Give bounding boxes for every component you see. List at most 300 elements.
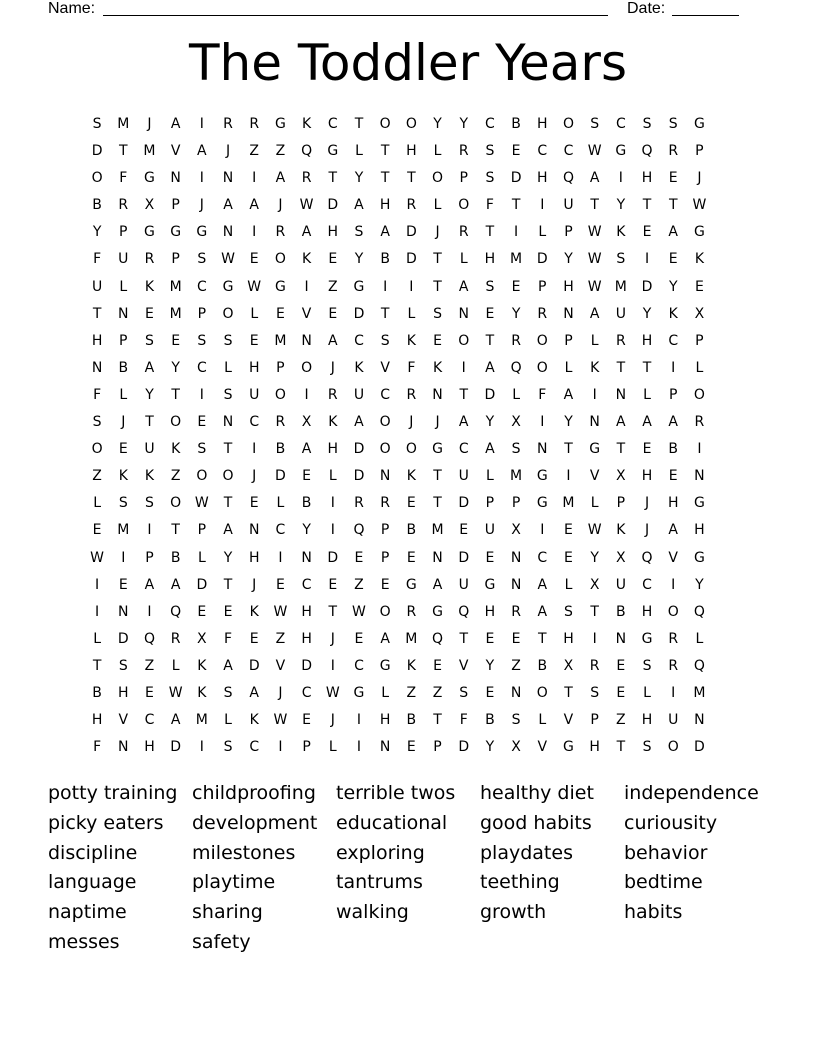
grid-letter: C <box>275 522 286 539</box>
grid-letter: L <box>250 305 259 322</box>
grid-letter: J <box>644 495 650 512</box>
header-line <box>48 0 748 20</box>
grid-letter: X <box>511 414 521 431</box>
grid-letter: E <box>642 441 652 458</box>
grid-letter: K <box>668 305 678 322</box>
word-bank-item: good habits <box>480 811 592 834</box>
grid-letter: R <box>170 630 181 647</box>
grid-letter: D <box>510 170 522 187</box>
grid-letter: Y <box>511 305 521 322</box>
grid-letter: S <box>433 305 442 322</box>
grid-letter: K <box>354 359 364 376</box>
grid-letter: F <box>224 630 233 647</box>
grid-letter: G <box>196 224 208 241</box>
grid-letter: B <box>668 441 679 458</box>
grid-letter: E <box>668 170 678 187</box>
grid-letter: L <box>93 630 101 647</box>
grid-letter: T <box>433 468 442 485</box>
grid-letter: R <box>406 197 417 214</box>
grid-letter: O <box>301 359 313 376</box>
grid-letter: O <box>222 468 234 485</box>
grid-letter: I <box>566 468 571 485</box>
grid-letter: I <box>304 386 309 403</box>
grid-letter: E <box>616 657 626 674</box>
grid-letter: J <box>147 116 152 132</box>
grid-letter: X <box>589 576 600 593</box>
grid-letter: L <box>512 386 520 403</box>
grid-letter: K <box>406 332 416 349</box>
grid-letter: O <box>91 441 103 458</box>
grid-letter: O <box>91 170 103 187</box>
grid-letter: P <box>171 251 180 268</box>
name-blank-line[interactable] <box>103 15 608 16</box>
grid-letter: S <box>145 495 154 512</box>
grid-letter: J <box>697 170 702 187</box>
grid-letter: F <box>119 170 128 187</box>
word-bank-item: terrible twos <box>336 782 456 804</box>
grid-letter: E <box>642 224 652 241</box>
grid-letter: A <box>380 630 390 647</box>
grid-letter: M <box>693 684 706 701</box>
grid-letter: V <box>458 657 469 674</box>
grid-letter: P <box>171 197 180 214</box>
grid-letter: Y <box>590 549 599 566</box>
grid-letter: E <box>485 630 495 647</box>
grid-letter: L <box>538 712 547 729</box>
grid-letter: I <box>147 522 152 539</box>
grid-letter: H <box>563 630 574 647</box>
grid-letter: K <box>302 251 312 268</box>
grid-letter: W <box>273 603 288 620</box>
grid-letter: A <box>537 603 548 620</box>
grid-letter: Y <box>145 386 154 403</box>
grid-letter: V <box>118 712 129 729</box>
grid-letter: V <box>275 657 286 674</box>
grid-letter: J <box>252 468 257 485</box>
grid-letter: Q <box>510 359 522 376</box>
grid-letter: L <box>486 468 494 485</box>
grid-letter: C <box>537 549 548 566</box>
word-bank-item: bedtime <box>624 871 703 894</box>
grid-letter: S <box>118 657 128 674</box>
grid-letter: T <box>642 197 652 214</box>
grid-letter: C <box>196 278 207 295</box>
grid-letter: I <box>121 549 126 566</box>
grid-letter: S <box>92 414 102 431</box>
grid-letter: S <box>92 116 102 132</box>
grid-letter: N <box>379 468 391 485</box>
grid-letter: O <box>274 386 286 403</box>
grid-letter: R <box>249 116 260 132</box>
grid-letter: P <box>668 386 678 403</box>
grid-letter: A <box>668 224 678 241</box>
grid-letter: Q <box>353 522 365 539</box>
grid-letter: E <box>406 495 416 512</box>
grid-letter: E <box>354 549 364 566</box>
grid-letter: G <box>615 143 627 160</box>
grid-letter: E <box>354 630 364 647</box>
word-bank-item: messes <box>48 930 120 953</box>
grid-letter: M <box>169 305 182 322</box>
grid-letter: M <box>169 278 182 295</box>
grid-letter: Z <box>144 657 155 674</box>
grid-letter: I <box>252 441 257 458</box>
grid-letter: X <box>511 522 521 539</box>
grid-letter: J <box>644 522 650 539</box>
grid-letter: E <box>249 495 259 512</box>
grid-letter: E <box>694 278 704 295</box>
grid-letter: D <box>275 468 286 485</box>
grid-letter: A <box>223 657 233 674</box>
word-bank-item: exploring <box>336 841 425 864</box>
grid-letter: N <box>118 739 129 756</box>
grid-letter: O <box>432 170 444 187</box>
grid-letter: Y <box>668 278 678 295</box>
grid-letter: N <box>170 170 181 187</box>
grid-letter: S <box>590 684 600 701</box>
grid-letter: L <box>433 143 442 160</box>
grid-letter: I <box>383 278 388 295</box>
grid-letter: Z <box>92 468 102 485</box>
grid-letter: O <box>379 116 391 132</box>
grid-letter: S <box>380 332 390 349</box>
grid-letter: O <box>379 441 391 458</box>
grid-letter: P <box>538 278 547 295</box>
grid-letter: C <box>563 143 574 160</box>
grid-letter: P <box>459 170 468 187</box>
letter-grid <box>84 111 713 761</box>
grid-letter: H <box>248 359 260 376</box>
grid-letter: Y <box>616 197 626 214</box>
grid-letter: A <box>275 170 286 187</box>
grid-letter: B <box>511 116 521 132</box>
grid-letter: H <box>484 603 496 620</box>
grid-letter: A <box>249 197 259 214</box>
grid-letter: O <box>170 495 182 512</box>
grid-letter: L <box>276 495 285 512</box>
grid-letter: A <box>642 414 652 431</box>
grid-letter: C <box>301 576 312 593</box>
grid-letter: B <box>118 359 129 376</box>
grid-letter: S <box>354 224 364 241</box>
grid-letter: S <box>511 441 521 458</box>
grid-letter: Y <box>485 739 495 756</box>
grid-letter: H <box>694 522 705 539</box>
grid-letter: R <box>511 332 521 349</box>
grid-letter: L <box>695 359 704 376</box>
grid-letter: W <box>90 549 105 566</box>
grid-letter: H <box>563 278 574 295</box>
grid-letter: U <box>615 576 626 593</box>
grid-letter: H <box>589 739 600 756</box>
grid-letter: N <box>615 386 627 403</box>
grid-letter: O <box>693 386 705 403</box>
grid-letter: M <box>274 332 287 349</box>
grid-letter: D <box>117 630 129 647</box>
grid-letter: I <box>356 739 362 756</box>
grid-letter: N <box>589 414 600 431</box>
grid-letter: K <box>590 359 600 376</box>
grid-letter: Z <box>327 278 338 295</box>
grid-letter: Z <box>170 468 181 485</box>
word-bank-item: behavior <box>624 841 708 864</box>
grid-letter: T <box>616 441 626 458</box>
grid-letter: N <box>248 522 260 539</box>
grid-letter: P <box>695 143 704 160</box>
grid-letter: G <box>144 224 155 241</box>
grid-letter: I <box>147 603 152 620</box>
grid-letter: E <box>616 684 626 701</box>
grid-letter: H <box>301 603 312 620</box>
grid-letter: P <box>145 549 154 566</box>
grid-letter: Z <box>616 712 626 729</box>
grid-letter: M <box>117 116 130 132</box>
grid-letter: A <box>354 197 364 214</box>
grid-letter: X <box>144 197 155 214</box>
grid-letter: G <box>693 116 705 132</box>
grid-letter: H <box>379 712 391 729</box>
grid-letter: E <box>118 441 128 458</box>
grid-letter: F <box>485 197 494 214</box>
grid-letter: I <box>199 739 204 756</box>
grid-letter: C <box>196 359 207 376</box>
grid-letter: D <box>641 278 653 295</box>
grid-letter: O <box>379 603 391 620</box>
grid-letter: E <box>433 332 442 349</box>
grid-letter: I <box>592 630 597 647</box>
grid-letter: I <box>330 495 335 512</box>
grid-letter: H <box>641 332 653 349</box>
grid-letter: Q <box>562 170 574 187</box>
grid-letter: O <box>458 197 470 214</box>
grid-letter: A <box>223 522 233 539</box>
grid-letter: I <box>514 224 519 241</box>
grid-letter: J <box>278 684 283 701</box>
grid-letter: Y <box>564 414 573 431</box>
grid-letter: G <box>353 684 365 701</box>
grid-letter: G <box>432 441 443 458</box>
grid-letter: L <box>197 549 206 566</box>
grid-letter: A <box>354 414 364 431</box>
grid-letter: K <box>118 468 128 485</box>
grid-letter: A <box>589 170 600 187</box>
grid-letter: V <box>589 468 600 485</box>
grid-letter: Y <box>354 251 364 268</box>
grid-letter: S <box>197 332 207 349</box>
grid-letter: G <box>405 576 417 593</box>
grid-letter: E <box>145 305 154 322</box>
grid-letter: Z <box>354 576 364 593</box>
grid-letter: Y <box>485 414 495 431</box>
grid-letter: L <box>407 305 416 322</box>
grid-letter: N <box>301 549 312 566</box>
word-bank-item: curiousity <box>624 811 718 834</box>
grid-letter: R <box>615 332 626 349</box>
grid-letter: Z <box>249 143 260 160</box>
grid-letter: K <box>302 116 312 132</box>
grid-letter: P <box>695 332 704 349</box>
grid-letter: W <box>692 197 707 214</box>
grid-letter: Y <box>302 522 311 539</box>
word-bank-item: healthy diet <box>480 782 594 804</box>
grid-letter: I <box>252 170 257 187</box>
grid-letter: P <box>433 739 442 756</box>
grid-letter: K <box>432 359 443 376</box>
grid-letter: I <box>356 712 362 729</box>
grid-letter: F <box>93 739 102 756</box>
grid-letter: N <box>563 305 574 322</box>
grid-letter: C <box>642 576 652 593</box>
grid-letter: A <box>170 116 181 132</box>
grid-letter: E <box>406 549 416 566</box>
grid-letter: Y <box>354 170 364 187</box>
date-label: Date: <box>627 0 666 17</box>
grid-letter: T <box>328 170 338 187</box>
grid-letter: I <box>95 603 100 620</box>
grid-letter: V <box>668 549 678 566</box>
grid-letter: Q <box>432 630 444 647</box>
grid-letter: T <box>171 522 180 539</box>
grid-letter: E <box>249 251 259 268</box>
grid-letter: J <box>199 197 204 214</box>
grid-letter: E <box>564 549 573 566</box>
grid-letter: C <box>144 712 155 729</box>
grid-letter: P <box>276 359 285 376</box>
grid-letter: O <box>536 359 548 376</box>
grid-letter: A <box>485 441 495 458</box>
grid-letter: O <box>170 414 182 431</box>
grid-letter: L <box>643 386 651 403</box>
grid-letter: F <box>459 712 468 729</box>
grid-letter: M <box>510 251 523 268</box>
grid-letter: M <box>195 712 208 729</box>
grid-letter: T <box>380 143 390 160</box>
grid-letter: L <box>328 468 337 485</box>
grid-letter: E <box>171 332 181 349</box>
grid-letter: T <box>642 359 652 376</box>
grid-letter: L <box>695 630 704 647</box>
grid-letter: T <box>459 630 468 647</box>
grid-letter: A <box>589 305 600 322</box>
grid-letter: D <box>536 251 548 268</box>
grid-letter: K <box>406 468 416 485</box>
grid-letter: R <box>668 143 679 160</box>
grid-letter: L <box>171 657 180 674</box>
grid-letter: R <box>458 224 469 241</box>
grid-letter: T <box>354 116 364 132</box>
grid-letter: P <box>197 522 207 539</box>
grid-letter: G <box>484 576 496 593</box>
grid-letter: T <box>223 576 233 593</box>
grid-letter: E <box>275 576 285 593</box>
grid-letter: D <box>248 657 260 674</box>
grid-letter: G <box>274 116 286 132</box>
grid-letter: X <box>616 549 626 566</box>
grid-letter: C <box>354 332 364 349</box>
grid-letter: F <box>93 251 102 268</box>
grid-letter: A <box>432 576 443 593</box>
word-bank-item: discipline <box>48 841 138 864</box>
grid-letter: G <box>641 630 653 647</box>
grid-letter: T <box>380 170 390 187</box>
grid-letter: G <box>222 278 234 295</box>
word-bank-item: childproofing <box>192 782 316 804</box>
grid-letter: H <box>641 170 653 187</box>
grid-letter: O <box>405 441 417 458</box>
grid-letter: S <box>223 386 233 403</box>
grid-letter: G <box>589 441 601 458</box>
grid-letter: T <box>668 197 678 214</box>
grid-letter: Y <box>223 549 233 566</box>
grid-letter: C <box>615 116 626 132</box>
grid-letter: I <box>199 116 204 132</box>
grid-letter: Q <box>641 549 653 566</box>
grid-letter: P <box>302 739 311 756</box>
grid-letter: U <box>484 522 496 539</box>
grid-letter: R <box>327 386 338 403</box>
grid-letter: T <box>485 332 495 349</box>
grid-letter: T <box>92 305 102 322</box>
grid-letter: S <box>642 739 652 756</box>
grid-letter: H <box>641 712 653 729</box>
grid-letter: G <box>693 495 705 512</box>
grid-letter: I <box>540 197 545 214</box>
grid-letter: E <box>485 549 495 566</box>
grid-letter: A <box>327 332 338 349</box>
grid-letter: N <box>458 305 469 322</box>
grid-letter: C <box>354 657 364 674</box>
grid-letter: U <box>615 305 626 322</box>
grid-letter: A <box>563 386 574 403</box>
grid-letter: N <box>510 576 522 593</box>
grid-letter: M <box>405 630 418 647</box>
grid-letter: C <box>249 739 260 756</box>
grid-letter: G <box>379 657 391 674</box>
grid-letter: N <box>615 630 627 647</box>
grid-letter: H <box>327 224 339 241</box>
grid-letter: A <box>485 359 495 376</box>
grid-letter: L <box>93 495 101 512</box>
grid-letter: L <box>459 251 468 268</box>
grid-letter: G <box>536 468 548 485</box>
grid-letter: C <box>485 116 495 132</box>
grid-letter: K <box>249 603 259 620</box>
grid-letter: Q <box>693 657 705 674</box>
grid-letter: R <box>275 224 286 241</box>
grid-letter: D <box>458 495 470 512</box>
grid-letter: W <box>587 143 602 160</box>
grid-letter: D <box>196 576 208 593</box>
grid-letter: C <box>380 386 391 403</box>
grid-letter: L <box>224 712 232 729</box>
grid-letter: O <box>667 739 679 756</box>
grid-letter: P <box>119 332 128 349</box>
grid-letter: K <box>197 684 207 701</box>
grid-letter: E <box>380 576 390 593</box>
grid-letter: T <box>433 495 442 512</box>
grid-letter: O <box>196 468 208 485</box>
grid-letter: B <box>537 657 548 674</box>
date-blank-line[interactable] <box>672 15 739 16</box>
grid-letter: B <box>485 712 495 729</box>
grid-letter: O <box>667 603 679 620</box>
grid-letter: G <box>170 224 182 241</box>
word-bank-item: tantrums <box>336 871 423 894</box>
grid-letter: Q <box>693 603 705 620</box>
grid-letter: H <box>91 332 103 349</box>
grid-letter: H <box>327 441 339 458</box>
grid-letter: C <box>301 684 312 701</box>
